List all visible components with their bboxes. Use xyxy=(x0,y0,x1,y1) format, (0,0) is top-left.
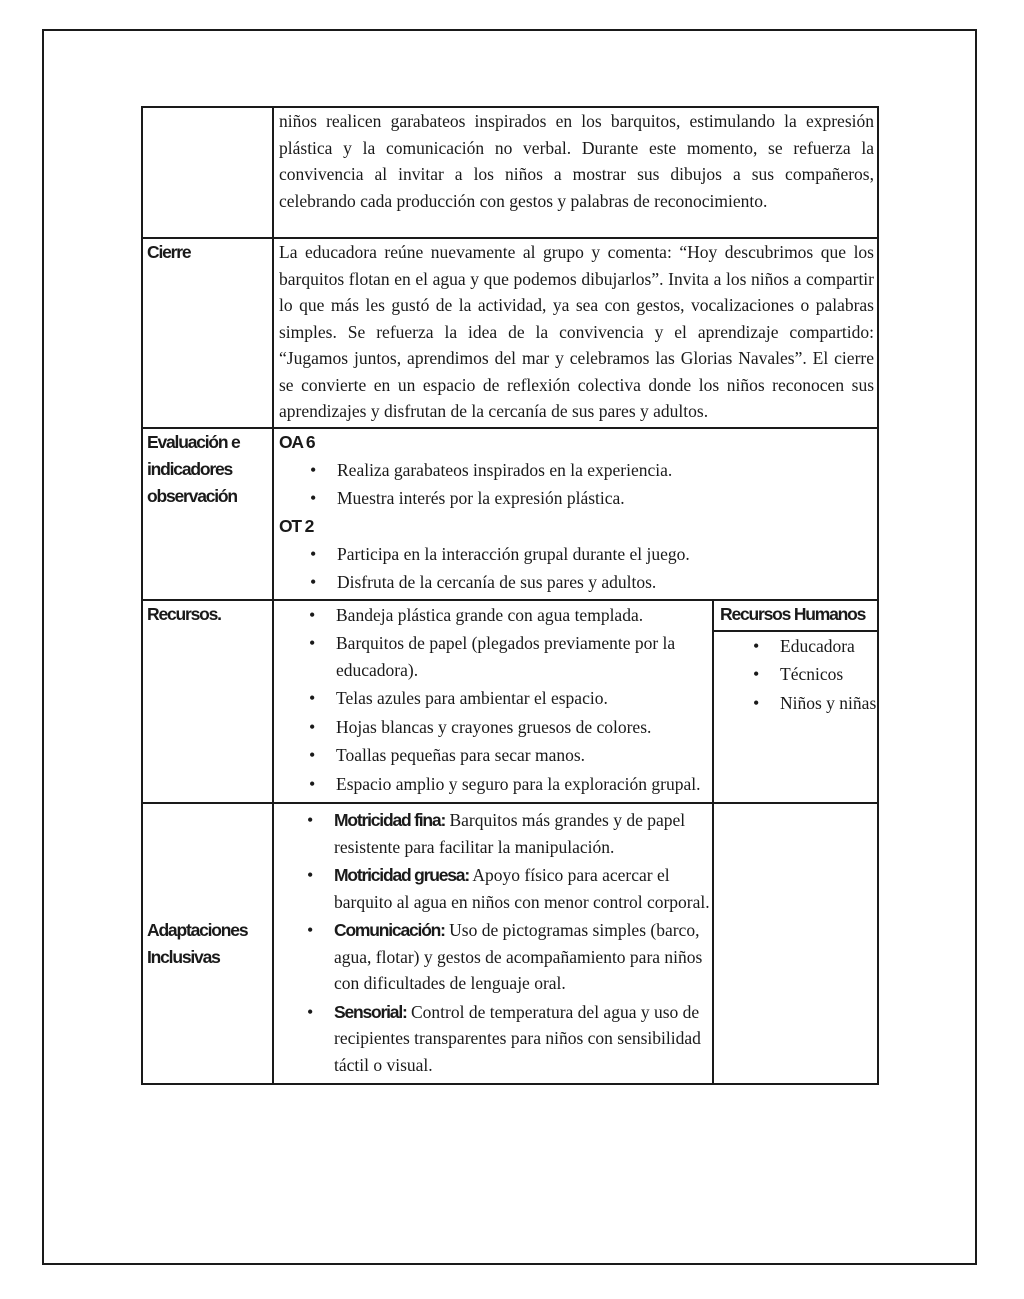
list-item xyxy=(334,998,712,1080)
table-row-cierre xyxy=(142,238,878,428)
adaptacion-text: Uso de pictogramas simples (barco, agua, flotar) y gestos de acompañamiento para niños con dificultades de lenguaje oral. xyxy=(334,920,703,993)
list-item: • Muestra interés por la expresión plástica. xyxy=(337,484,874,513)
evaluacion-content xyxy=(273,428,878,600)
list-item: • Disfruta de la cercanía de sus pares y adultos. xyxy=(337,568,874,597)
list-item: • Bandeja plástica grande con agua templada. xyxy=(336,601,712,630)
list-item: • Telas azules para ambientar el espacio. xyxy=(336,684,712,713)
adaptacion-text: Barquitos más grandes y de papel resistente para facilitar la manipulación. xyxy=(334,810,686,857)
adaptaciones-side-empty xyxy=(714,804,877,1083)
list-item: • Participa en la interacción grupal durante el juego. xyxy=(337,540,874,569)
list-item: • Espacio amplio y seguro para la exploración grupal. xyxy=(336,770,712,799)
ot-heading: OT 2 xyxy=(279,515,314,536)
row-label-recursos: Recursos. xyxy=(142,600,273,804)
recursos-list xyxy=(274,601,712,799)
list-item: • Técnicos xyxy=(780,660,877,689)
list-item: • Barquitos de papel (plegados previamente por la educadora). xyxy=(336,629,712,684)
table-row-desarrollo xyxy=(142,107,878,238)
oa-heading: OA 6 xyxy=(279,431,315,452)
row-label-adaptaciones: Adaptaciones Inclusivas xyxy=(142,803,273,1084)
list-item xyxy=(334,916,712,998)
ot-indicator-list xyxy=(279,540,874,597)
recursos-humanos-list xyxy=(714,632,877,718)
row-label-evaluacion: Evaluación e indicadores observación xyxy=(142,428,273,600)
table-row-evaluacion xyxy=(142,428,878,600)
recursos-humanos xyxy=(714,601,877,803)
list-item: • Educadora xyxy=(780,632,877,661)
cierre-text: La educadora reúne nuevamente al grupo y comenta: “Hoy descubrimos que los barquitos flotan en el agua y que podemos dibujarlos”. Invita a los niños a compartir lo que más les gustó de la actividad, ya sea con gestos, vocalizaciones o palabras simples. Se refuerza la idea de la convivencia y el aprendizaje compartido: “Jugamos juntos, aprendimos del mar y celebramos las Glorias Navales”. El cierre se convierte en un espacio de reflexión colectiva donde los niños reconocen sus aprendizajes y disfrutan de la cercanía de sus pares y adultos. xyxy=(273,238,878,428)
adaptacion-term: Motricidad gruesa: xyxy=(334,865,469,885)
lesson-plan-table xyxy=(141,106,879,1085)
recursos-content xyxy=(273,600,878,804)
list-item: • Realiza garabateos inspirados en la experiencia. xyxy=(337,456,874,485)
desarrollo-text: niños realicen garabateos inspirados en los barquitos, estimulando la expresión plástica y la comunicación no verbal. Durante este momento, se refuerza la convivencia al invitar a los niños a mostrar sus dibujos a sus compañeros, celebrando cada producción con gestos y palabras de reconocimiento. xyxy=(273,107,878,238)
row-label-desarrollo xyxy=(142,107,273,238)
recursos-humanos-heading: Recursos Humanos xyxy=(714,601,877,632)
oa-indicator-list xyxy=(279,456,874,513)
table-row-adaptaciones xyxy=(142,803,878,1084)
adaptacion-term: Comunicación: xyxy=(334,920,445,940)
list-item xyxy=(334,861,712,916)
list-item xyxy=(334,806,712,861)
list-item: • Toallas pequeñas para secar manos. xyxy=(336,741,712,770)
adaptaciones-content xyxy=(273,803,878,1084)
adaptacion-text: Control de temperatura del agua y uso de recipientes transparentes para niños con sensibilidad táctil o visual. xyxy=(334,1001,701,1075)
recursos-materiales xyxy=(274,601,714,803)
adaptaciones-list xyxy=(274,806,712,1079)
list-item: • Niños y niñas xyxy=(780,689,877,718)
row-label-cierre: Cierre xyxy=(142,238,273,428)
adaptacion-term: Motricidad fina: xyxy=(334,810,446,830)
adaptacion-text: Apoyo físico para acercar el barquito al agua en niños con menor control corporal. xyxy=(334,865,710,912)
table-row-recursos xyxy=(142,600,878,804)
list-item: • Hojas blancas y crayones gruesos de colores. xyxy=(336,713,712,742)
adaptacion-term: Sensorial: xyxy=(334,1001,407,1022)
adaptaciones-panel xyxy=(274,804,714,1083)
